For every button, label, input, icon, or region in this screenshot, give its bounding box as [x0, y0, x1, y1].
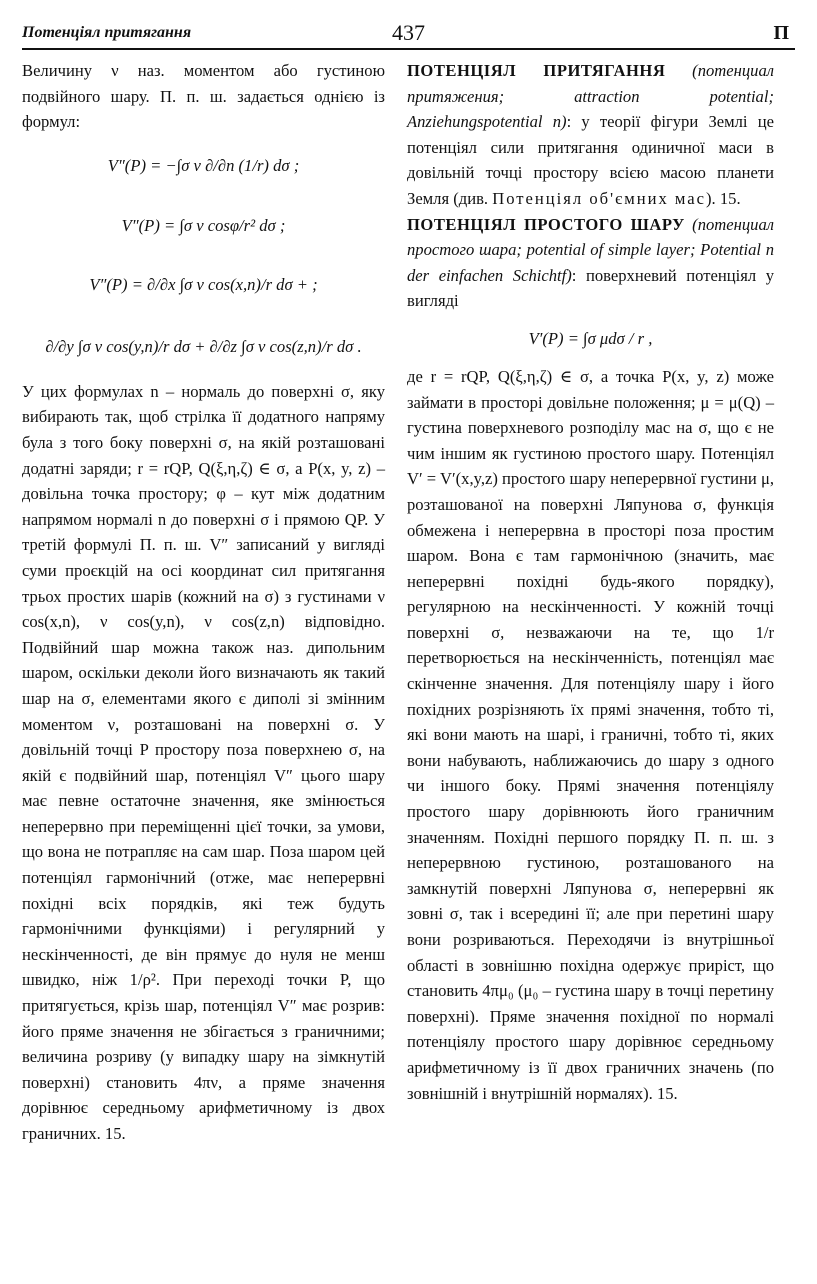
entry-definition: : у теорії фігури Землі це потенціял сили притягання одиничної маси в довільній точці простору всією масою планети Земля (див. — [407, 112, 774, 208]
formula-4: ∂/∂y ∫σ ν cos(y,n)/r dσ + ∂/∂z ∫σ ν cos(z,n)/r dσ . — [45, 336, 362, 356]
entry-simple-layer-potential — [407, 212, 774, 314]
entry-title: ПОТЕНЦІЯЛ ПРИТЯГАННЯ — [407, 61, 666, 80]
section-letter: П — [773, 22, 789, 44]
entry-definition-end: ). 15. — [706, 188, 741, 208]
entry-definition: : поверхневий потенціял у вигляді — [407, 265, 774, 311]
left-column — [22, 58, 385, 1147]
entry-synonyms: (потенциал простого шара; potential of simple layer; Potential n der einfachen Schichtf) — [407, 214, 774, 285]
entry-synonyms: (потенциал притяжения; attraction potential; Anziehungspotential n) — [407, 61, 774, 132]
intro-paragraph: Величину ν наз. моментом або густиною подвійного шару. П. п. ш. задається однією із формул: — [22, 61, 385, 132]
formula-3: V″(P) = ∂/∂x ∫σ ν cos(x,n)/r dσ + ; — [89, 274, 318, 294]
page-header — [22, 20, 795, 46]
formula-2: V″(P) = ∫σ ν cosφ/r² dσ ; — [121, 215, 286, 235]
left-body-paragraph: У цих формулах n – нормаль до поверхні σ, яку вибирають так, щоб стрілка її додатного напряму була з того боку поверхні σ, на якій розташовані додатні заряди; r = rQP, Q(ξ,η,ζ) ∈ σ, а P(x, y, z) – довільна точка простору; φ – кут між додатним напрямом нормалі n до поверхні σ і прямою QP. У третій формулі П. п. ш. V″ записаний у вигляді суми проєкцій на осі координат сил притягання трьох простих шарів (кожний на σ) з густинами ν cos(x,n), ν cos(y,n), ν cos(z,n) відповідно. Подвійний шар можна також наз. дипольним шаром, оскільки деколи його визначають як такий шар на σ, елементами якого є диполі зі змінним моментом ν, розташовані на поверхні σ. У довільній точці P простору поза поверхнею σ, на якій є подвійний шар, потенціял V″ цього шару має певне остаточне значення, яке змінюється неперервно при переміщенні цієї точки, за умови, що вона не потрапляє на сам шар. Поза шаром цей потенціял гармонічний (отже, має неперервні похідні всіх порядків, які теж будуть гармонічними функціями) і регулярний у нескінченності, де він прямує до нуля не менш швидко, ніж 1/ρ². При переході точки P, що притягується, крізь шар, потенціял V″ має розрив: його пряме значення не збігається з граничними; величина розриву (у випадку шару на зімкнутій поверхні) становить 4πν, а пряме значення дорівнює середньому арифметичному із двох граничних. 15. — [22, 381, 385, 1143]
running-title: Потенціял притягання — [22, 24, 192, 41]
right-body-paragraph: де r = rQP, Q(ξ,η,ζ) ∈ σ, а точка P(x, y, z) може займати в просторі довільне положення; μ = μ(Q) – густина поверхневого розподілу мас на σ, що є не чим іншим як густиною простого шару. Потенціял V′ = V′(x,y,z) простого шару неперервної густини μ, розташованої на поверхні Ляпунова σ, функція обмежена і неперервна в просторі поза простим шаром. Вона є там гармонічною (значить, має неперервні похідні будь-якого порядку), регулярною на нескінченності. У кожній точці поверхні σ, незважаючи на те, що 1/r перетворюється на нескінченність, потенціял має скінченне значення. Для потенціялу шару і його похідних розрізняють їх прямі значення, тобто ті, які вони мають на шарі, і граничні, тобто ті, яких вони набувають, наближаючись до шару з одного чи іншого боку. Прямі значення потенціялу простого шару дорівнюють його граничним значенням. Похідні першого порядку П. п. ш. з неперервною густиною, розташованого на замкнутій поверхні Ляпунова σ, неперервні як зовні σ, так і всередині її; але при перетині шару вони розриваються. Переходячи із внутрішньої області в зовнішню похідна одержує приріст, що становить 4πμ₀ (μ₀ – густина шару в точці перетину поверхні). Пряме значення похідної по нормалі потенціялу простого шару дорівнює середньому арифметичному із її двох граничних значень (по зовнішній і внутрішній нормалях). 15. — [407, 366, 774, 1103]
entry-title: ПОТЕНЦІЯЛ ПРОСТОГО ШАРУ — [407, 214, 685, 234]
header-rule — [22, 48, 795, 50]
page-number: 437 — [392, 20, 425, 45]
formula-1: V″(P) = −∫σ ν ∂/∂n (1/r) dσ ; — [107, 155, 300, 175]
entry-attraction-potential — [407, 58, 774, 212]
formula-simple-layer: V′(P) = ∫σ μdσ / r , — [528, 328, 653, 348]
right-column — [407, 58, 774, 1106]
cross-reference: Потенціял об'ємних мас — [492, 188, 707, 208]
